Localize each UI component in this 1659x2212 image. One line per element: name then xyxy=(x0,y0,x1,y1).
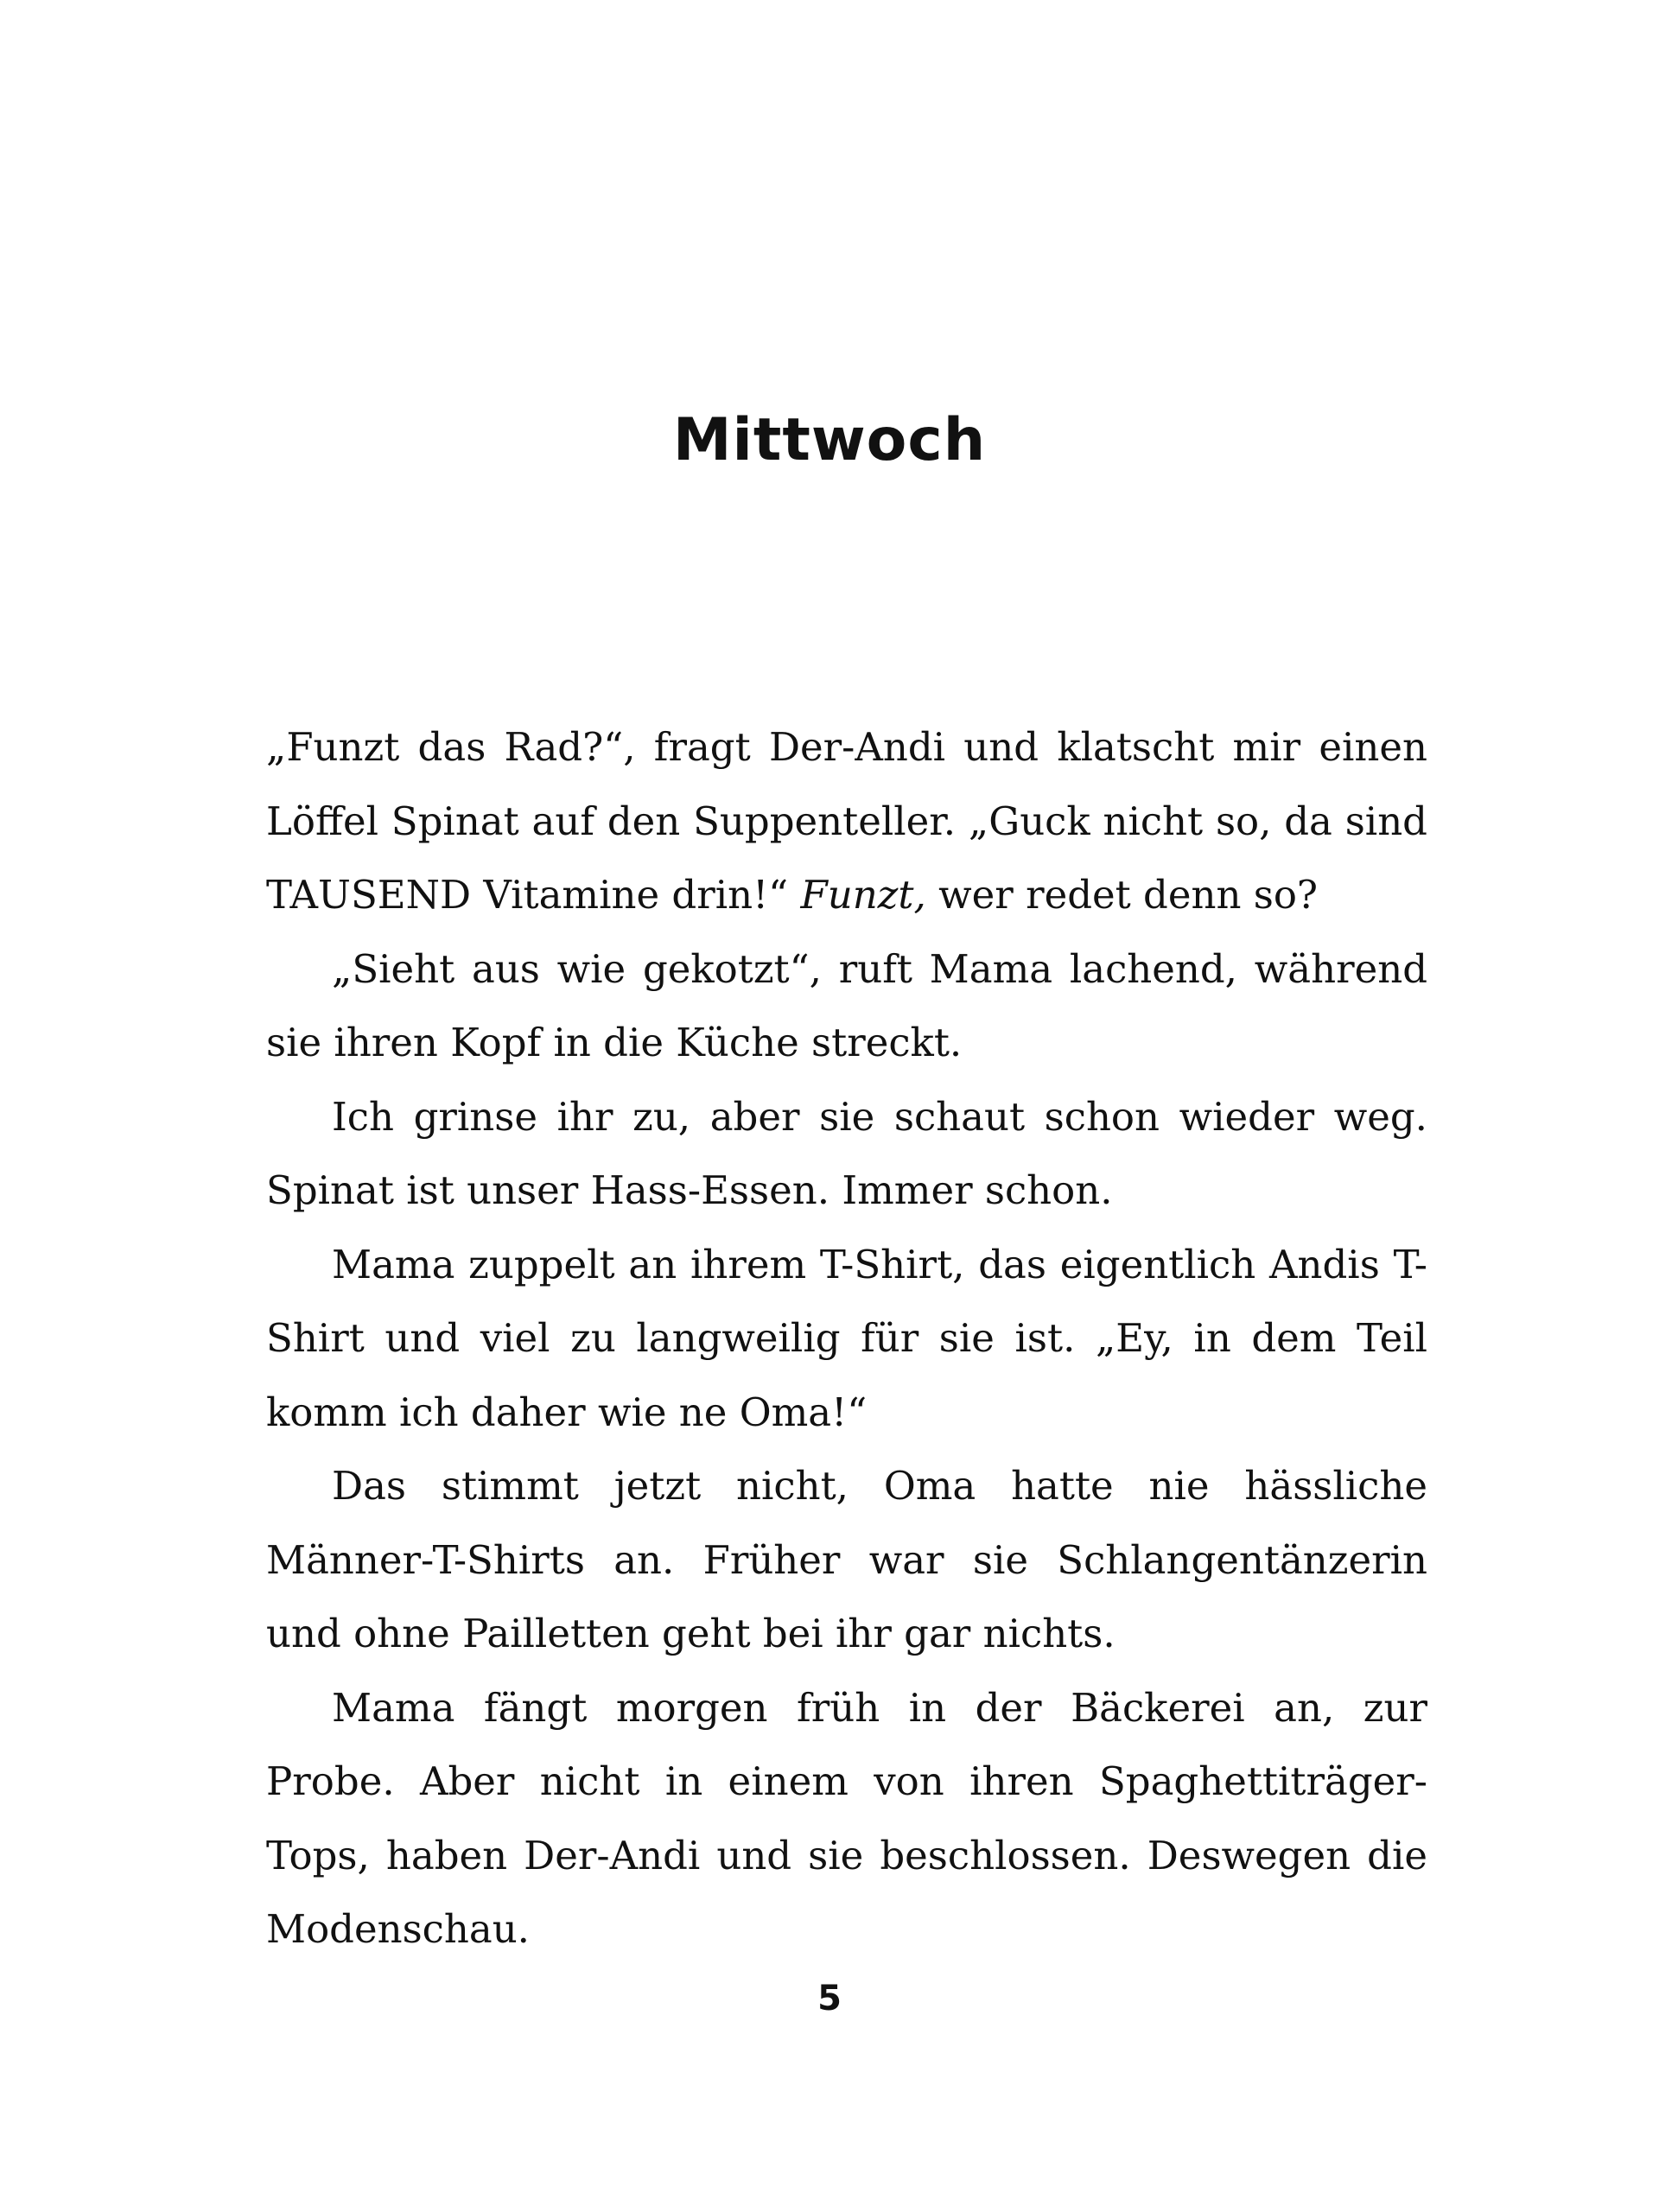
paragraph-3: Ich grinse ihr zu, aber sie schaut schon wieder weg. Spinat ist unser Hass-Essen. Immer schon. xyxy=(266,1093,1427,1213)
page-number: 5 xyxy=(817,1979,842,2018)
paragraph-1-italic: Funzt, xyxy=(800,872,926,918)
paragraph-1-text-end: wer redet denn so? xyxy=(925,872,1319,918)
paragraph-5: Das stimmt jetzt nicht, Oma hatte nie hässliche Männer-T-Shirts an. Früher war sie Schlangentänzerin und ohne Pailletten geht bei ihr gar nichts. xyxy=(266,1463,1427,1656)
paragraph-2: „Sieht aus wie gekotzt“, ruft Mama lachend, während sie ihren Kopf in die Küche streckt. xyxy=(266,945,1427,1065)
body-text xyxy=(266,710,1427,1967)
paragraph-6: Mama fängt morgen früh in der Bäckerei an, zur Probe. Aber nicht in einem von ihren Spaghettiträger-Tops, haben Der-Andi und sie beschlossen. Deswegen die Modenschau. xyxy=(266,1684,1427,1952)
paragraph-1 xyxy=(266,710,1427,932)
paragraph-1-text: „Funzt das Rad?“, fragt Der-Andi und klatscht mir einen Löffel Spinat auf den Suppenteller. „Guck nicht so, da sind TAUSEND Vitamine drin!“ xyxy=(266,724,1427,918)
chapter-title: Mittwoch xyxy=(672,406,987,474)
paragraph-4: Mama zuppelt an ihrem T-Shirt, das eigentlich Andis T-Shirt und viel zu langweilig für sie ist. „Ey, in dem Teil komm ich daher wie ne Oma!“ xyxy=(266,1241,1427,1435)
